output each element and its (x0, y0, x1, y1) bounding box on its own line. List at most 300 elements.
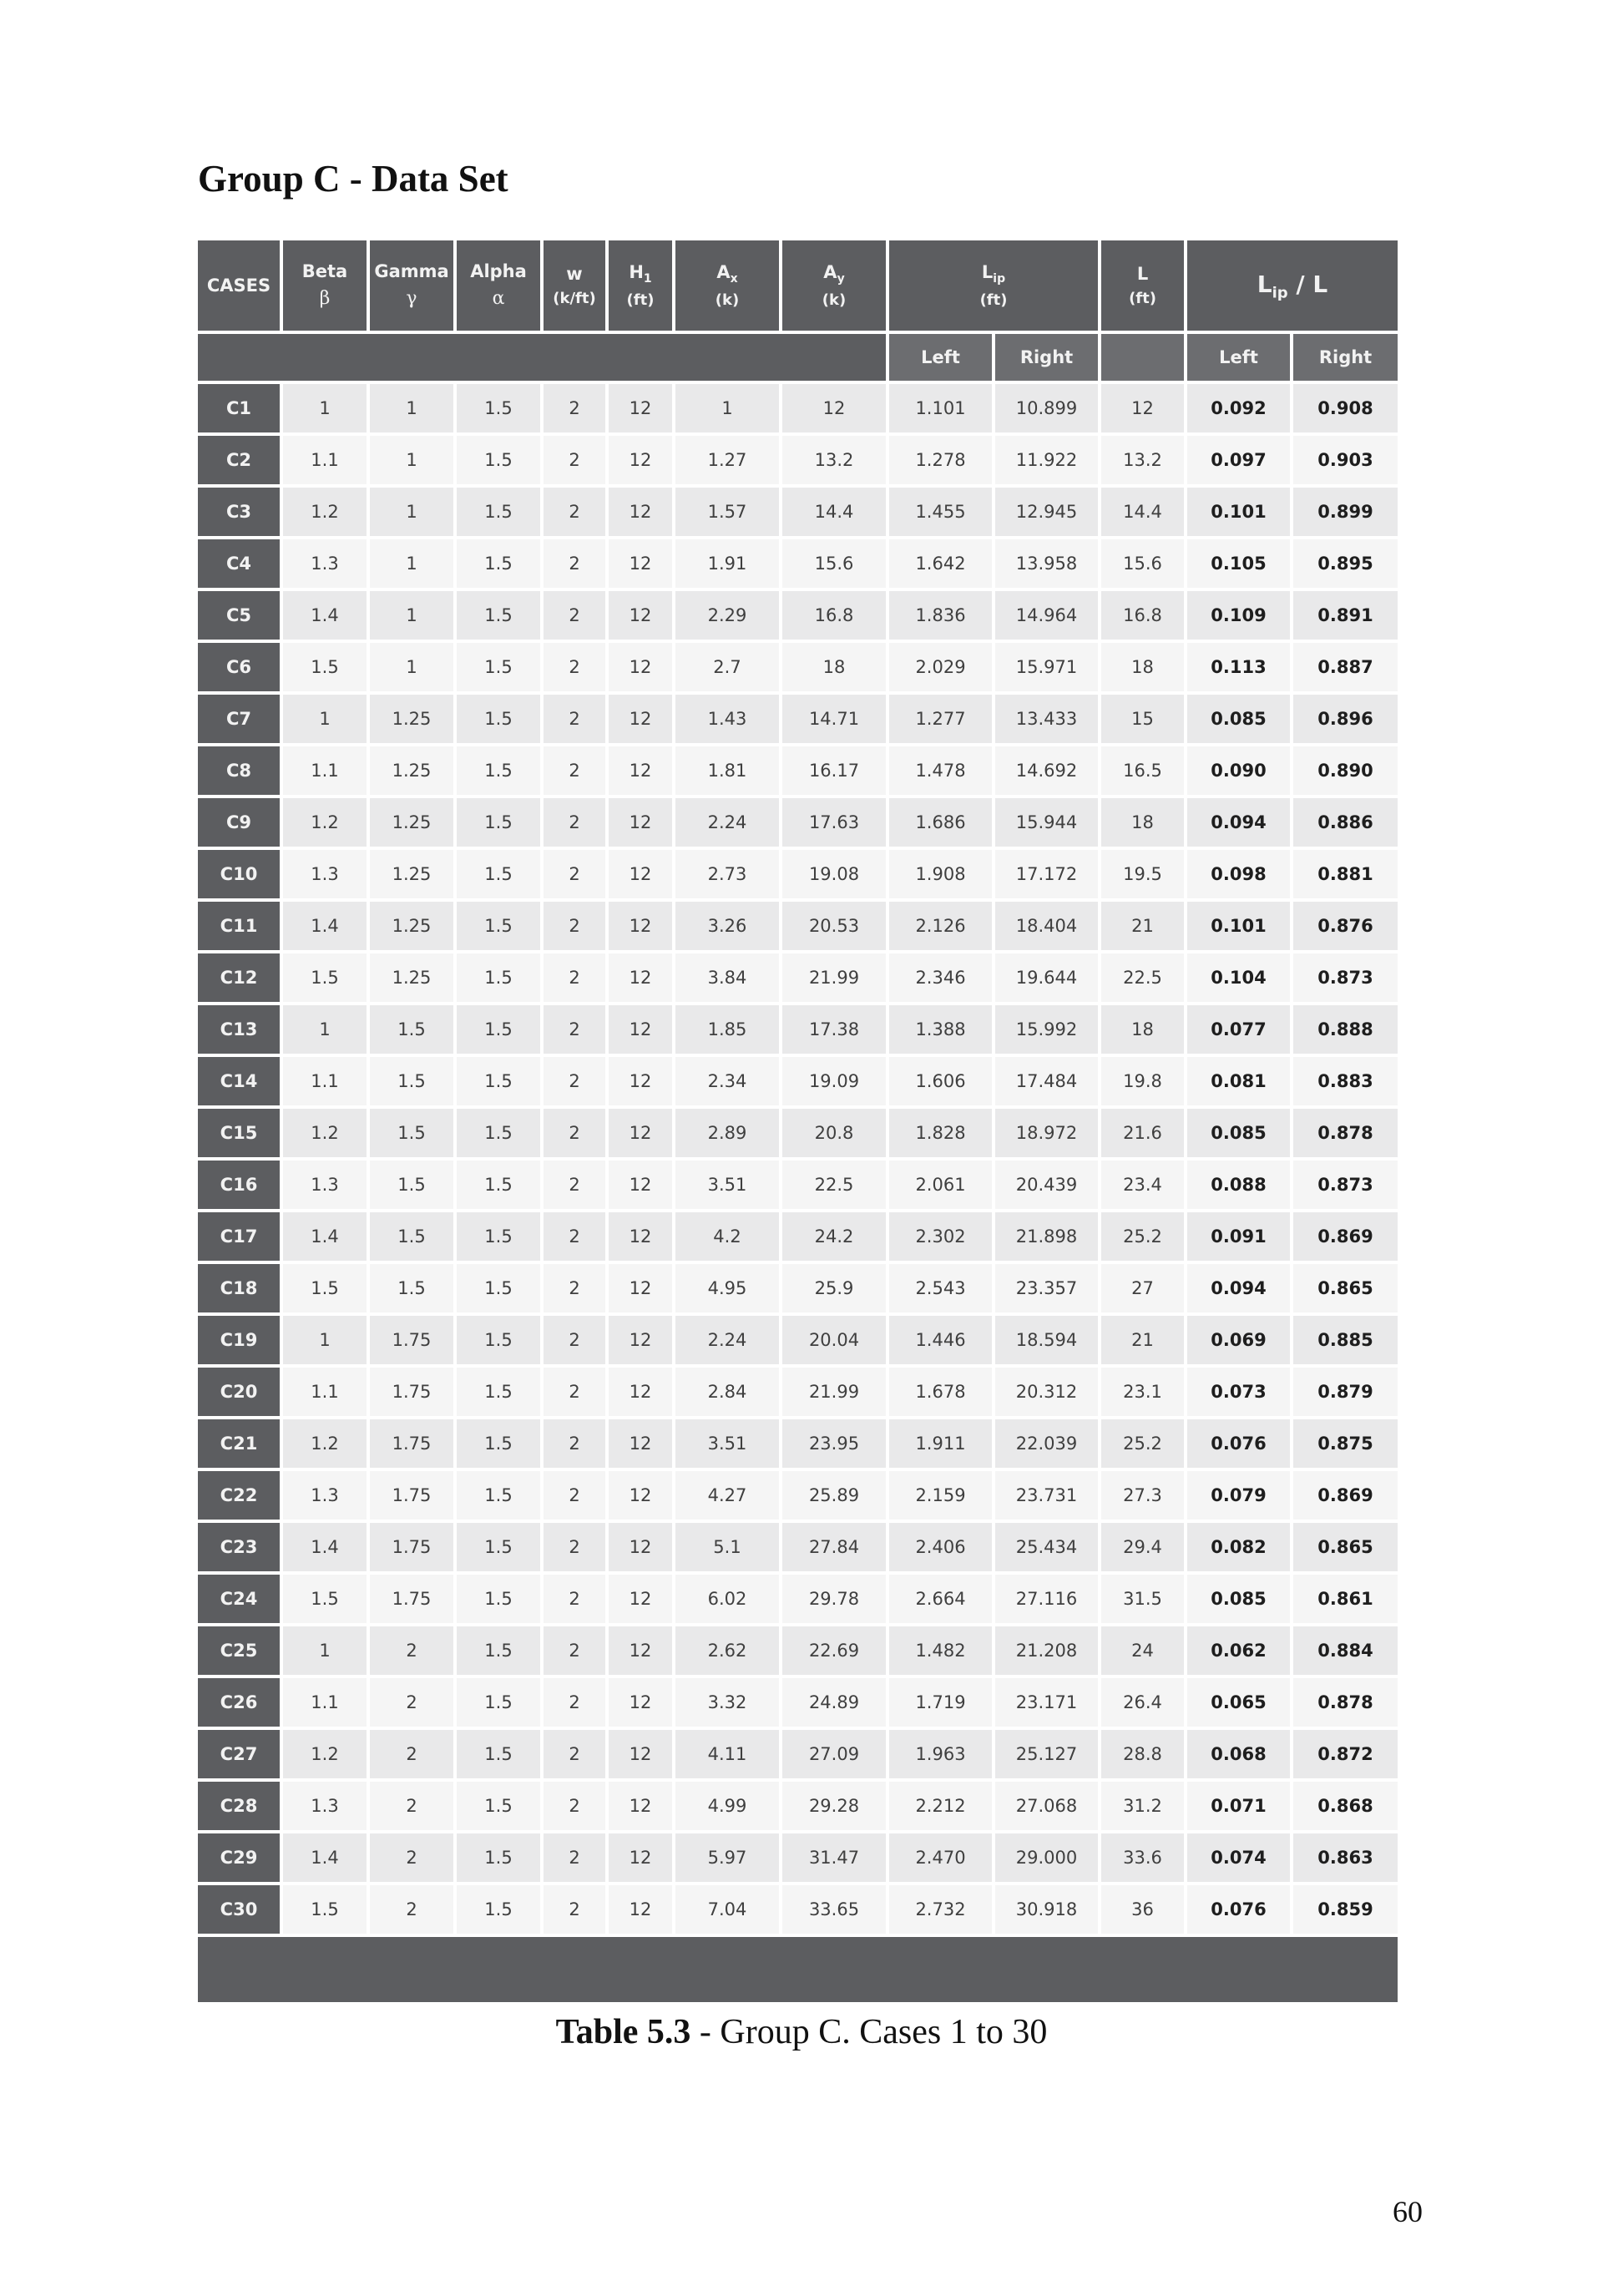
table-cell: 1.5 (283, 1264, 370, 1316)
table-cell: 1.482 (889, 1626, 995, 1678)
table-cell: 16.5 (1101, 746, 1187, 798)
table-cell: 1.5 (457, 953, 544, 1005)
table-cell: 12 (609, 1575, 675, 1626)
table-cell: 1.908 (889, 850, 995, 902)
table-row (198, 1678, 1398, 1730)
table-cell: 1.277 (889, 695, 995, 746)
header-cases: CASES (198, 240, 283, 334)
table-cell: 0.085 (1187, 1109, 1293, 1161)
table-cell: 15.944 (995, 798, 1101, 850)
table-cell: 12 (609, 436, 675, 488)
table-cell: 2 (370, 1885, 457, 1937)
table-cell: 2.34 (675, 1057, 782, 1109)
table-cell: 23.1 (1101, 1368, 1187, 1419)
table-cell: 22.5 (782, 1161, 889, 1212)
table-cell: 0.090 (1187, 746, 1293, 798)
table-cell: 15.992 (995, 1005, 1101, 1057)
table-cell: 1.3 (283, 1782, 370, 1833)
table-cell: 2 (544, 1419, 609, 1471)
gamma-symbol: γ (406, 288, 417, 310)
table-cell: 0.868 (1293, 1782, 1398, 1833)
table-cell: 2 (544, 1730, 609, 1782)
case-label-cell: C5 (198, 591, 283, 643)
table-cell: 1.1 (283, 436, 370, 488)
table-cell: 1.25 (370, 695, 457, 746)
table-cell: 18.972 (995, 1109, 1101, 1161)
table-cell: 1.5 (283, 643, 370, 695)
table-cell: 18.404 (995, 902, 1101, 953)
table-cell: 1.719 (889, 1678, 995, 1730)
table-cell: 2.732 (889, 1885, 995, 1937)
table-cell: 19.8 (1101, 1057, 1187, 1109)
table-cell: 20.53 (782, 902, 889, 953)
table-cell: 12 (1101, 384, 1187, 436)
table-cell: 2.73 (675, 850, 782, 902)
header-h1: $H_1$ (ft) (609, 240, 675, 334)
table-cell: 0.890 (1293, 746, 1398, 798)
table-cell: 17.38 (782, 1005, 889, 1057)
table-cell: 0.085 (1187, 695, 1293, 746)
header-lip: $L_{ip}$ (ft) (889, 240, 1101, 334)
table-cell: 0.876 (1293, 902, 1398, 953)
table-cell: 2 (544, 1005, 609, 1057)
table-cell: 18 (782, 643, 889, 695)
table-cell: 2.29 (675, 591, 782, 643)
case-label-cell: C30 (198, 1885, 283, 1937)
table-cell: 1.5 (457, 1782, 544, 1833)
table-cell: 1.5 (457, 643, 544, 695)
table-cell: 12 (609, 850, 675, 902)
table-cell: 2.029 (889, 643, 995, 695)
table-cell: 12 (609, 384, 675, 436)
table-cell: 1.5 (457, 850, 544, 902)
table-cell: 1 (283, 1626, 370, 1678)
table-cell: 0.081 (1187, 1057, 1293, 1109)
table-cell: 25.434 (995, 1523, 1101, 1575)
table-cell: 12 (609, 1678, 675, 1730)
table-cell: 0.109 (1187, 591, 1293, 643)
case-label-cell: C8 (198, 746, 283, 798)
table-row (198, 1626, 1398, 1678)
table-cell: 2 (544, 436, 609, 488)
table-cell: 0.881 (1293, 850, 1398, 902)
table-row (198, 539, 1398, 591)
table-cell: 1.5 (457, 591, 544, 643)
case-label-cell: C6 (198, 643, 283, 695)
table-cell: 1.388 (889, 1005, 995, 1057)
table-cell: 21.6 (1101, 1109, 1187, 1161)
table-cell: 18.594 (995, 1316, 1101, 1368)
table-cell: 10.899 (995, 384, 1101, 436)
table-cell: 5.97 (675, 1833, 782, 1885)
table-cell: 0.065 (1187, 1678, 1293, 1730)
table-cell: 27.068 (995, 1782, 1101, 1833)
table-cell: 1.27 (675, 436, 782, 488)
table-cell: 12 (609, 1523, 675, 1575)
table-cell: 3.51 (675, 1419, 782, 1471)
table-cell: 27.09 (782, 1730, 889, 1782)
caption-text: - Group C. Cases 1 to 30 (690, 2013, 1048, 2051)
table-cell: 16.8 (782, 591, 889, 643)
table-cell: 1.5 (283, 953, 370, 1005)
table-cell: 33.65 (782, 1885, 889, 1937)
table-cell: 0.079 (1187, 1471, 1293, 1523)
table-cell: 20.04 (782, 1316, 889, 1368)
table-cell: 27.84 (782, 1523, 889, 1575)
table-cell: 0.883 (1293, 1057, 1398, 1109)
header-lip-over-l: $L_{ip}$ / L (1187, 240, 1398, 334)
table-cell: 0.068 (1187, 1730, 1293, 1782)
page-number: 60 (1393, 2195, 1423, 2228)
table-cell: 12 (609, 1057, 675, 1109)
table-cell: 1 (283, 1316, 370, 1368)
table-row (198, 1264, 1398, 1316)
table-cell: 2 (544, 539, 609, 591)
table-cell: 14.71 (782, 695, 889, 746)
table-row (198, 488, 1398, 539)
table-cell: 1.25 (370, 746, 457, 798)
table-row (198, 1161, 1398, 1212)
table-cell: 22.5 (1101, 953, 1187, 1005)
table-cell: 1.75 (370, 1368, 457, 1419)
case-label-cell: C29 (198, 1833, 283, 1885)
case-label-cell: C7 (198, 695, 283, 746)
table-cell: 1.836 (889, 591, 995, 643)
table-cell: 1.5 (457, 1212, 544, 1264)
table-cell: 0.076 (1187, 1419, 1293, 1471)
table-cell: 20.312 (995, 1368, 1101, 1419)
header-beta: Beta β (283, 240, 370, 334)
table-cell: 29.28 (782, 1782, 889, 1833)
table-cell: 20.8 (782, 1109, 889, 1161)
table-body (198, 384, 1398, 1937)
table-cell: 1.5 (283, 1575, 370, 1626)
table-cell: 1.5 (457, 1730, 544, 1782)
table-cell: 12 (609, 1212, 675, 1264)
table-cell: 22.69 (782, 1626, 889, 1678)
table-cell: 13.433 (995, 695, 1101, 746)
table-cell: 12 (609, 643, 675, 695)
table-cell: 1.101 (889, 384, 995, 436)
case-label-cell: C12 (198, 953, 283, 1005)
table-row (198, 1885, 1398, 1937)
table-cell: 0.908 (1293, 384, 1398, 436)
table-cell: 1.5 (370, 1161, 457, 1212)
table-cell: 1.5 (457, 695, 544, 746)
table-cell: 2.406 (889, 1523, 995, 1575)
case-label-cell: C2 (198, 436, 283, 488)
table-cell: 0.899 (1293, 488, 1398, 539)
table-cell: 12 (609, 1471, 675, 1523)
table-cell: 23.731 (995, 1471, 1101, 1523)
table-cell: 2 (544, 798, 609, 850)
table-cell: 19.5 (1101, 850, 1187, 902)
table-cell: 12 (609, 488, 675, 539)
table-cell: 1.3 (283, 850, 370, 902)
table-cell: 1.5 (457, 902, 544, 953)
table-cell: 1.4 (283, 902, 370, 953)
table-cell: 1.606 (889, 1057, 995, 1109)
table-cell: 0.074 (1187, 1833, 1293, 1885)
table-cell: 13.958 (995, 539, 1101, 591)
table-cell: 2 (370, 1626, 457, 1678)
table-row (198, 1057, 1398, 1109)
table-cell: 1.5 (283, 1885, 370, 1937)
table-cell: 12 (609, 1626, 675, 1678)
table-cell: 1.2 (283, 488, 370, 539)
header-gamma: Gamma γ (370, 240, 457, 334)
table-cell: 1 (675, 384, 782, 436)
table-cell: 19.08 (782, 850, 889, 902)
table-cell: 12 (609, 1833, 675, 1885)
table-cell: 12 (609, 695, 675, 746)
table-cell: 1.43 (675, 695, 782, 746)
case-label-cell: C16 (198, 1161, 283, 1212)
table-cell: 33.6 (1101, 1833, 1187, 1885)
table-cell: 0.885 (1293, 1316, 1398, 1368)
table-cell: 1.75 (370, 1575, 457, 1626)
table-cell: 1.5 (370, 1005, 457, 1057)
table-cell: 1.25 (370, 953, 457, 1005)
case-label-cell: C4 (198, 539, 283, 591)
table-cell: 0.872 (1293, 1730, 1398, 1782)
table-cell: 2.7 (675, 643, 782, 695)
table-cell: 29.78 (782, 1575, 889, 1626)
table-row (198, 1782, 1398, 1833)
table-cell: 2.346 (889, 953, 995, 1005)
table-cell: 0.879 (1293, 1368, 1398, 1419)
case-label-cell: C24 (198, 1575, 283, 1626)
table-cell: 1.5 (457, 1419, 544, 1471)
case-label-cell: C1 (198, 384, 283, 436)
table-cell: 1.5 (457, 1678, 544, 1730)
table-cell: 14.692 (995, 746, 1101, 798)
table-row (198, 643, 1398, 695)
table-row (198, 1575, 1398, 1626)
table-cell: 0.863 (1293, 1833, 1398, 1885)
table-cell: 16.8 (1101, 591, 1187, 643)
table-cell: 23.95 (782, 1419, 889, 1471)
table-cell: 1 (370, 436, 457, 488)
table-cell: 1.5 (457, 1471, 544, 1523)
table-cell: 16.17 (782, 746, 889, 798)
table-cell: 2 (544, 1057, 609, 1109)
table-cell: 2 (544, 488, 609, 539)
table-cell: 0.062 (1187, 1626, 1293, 1678)
header-ay: $A_y$ (k) (782, 240, 889, 334)
table-cell: 1.5 (370, 1109, 457, 1161)
case-label-cell: C27 (198, 1730, 283, 1782)
table-cell: 4.11 (675, 1730, 782, 1782)
table-row (198, 1471, 1398, 1523)
table-cell: 6.02 (675, 1575, 782, 1626)
table-cell: 1.5 (457, 488, 544, 539)
table-cell: 1 (370, 643, 457, 695)
table-row (198, 1833, 1398, 1885)
table-cell: 1 (370, 539, 457, 591)
table-cell: 1.1 (283, 1057, 370, 1109)
table-cell: 2 (544, 1626, 609, 1678)
table-cell: 12.945 (995, 488, 1101, 539)
table-cell: 2.061 (889, 1161, 995, 1212)
case-label-cell: C22 (198, 1471, 283, 1523)
table-cell: 12 (609, 591, 675, 643)
table-cell: 29.4 (1101, 1523, 1187, 1575)
table-cell: 1.5 (457, 1005, 544, 1057)
table-row (198, 902, 1398, 953)
table-cell: 19.09 (782, 1057, 889, 1109)
table-cell: 0.873 (1293, 1161, 1398, 1212)
table-cell: 0.113 (1187, 643, 1293, 695)
table-cell: 1.3 (283, 1161, 370, 1212)
table-cell: 0.098 (1187, 850, 1293, 902)
table-cell: 0.088 (1187, 1161, 1293, 1212)
table-row (198, 1419, 1398, 1471)
table-cell: 12 (609, 1316, 675, 1368)
table-cell: 13.2 (1101, 436, 1187, 488)
case-label-cell: C3 (198, 488, 283, 539)
table-cell: 0.869 (1293, 1471, 1398, 1523)
table-cell: 0.869 (1293, 1212, 1398, 1264)
table-cell: 1.5 (370, 1212, 457, 1264)
table-cell: 4.27 (675, 1471, 782, 1523)
table-cell: 3.51 (675, 1161, 782, 1212)
table-cell: 2 (544, 1885, 609, 1937)
table-cell: 28.8 (1101, 1730, 1187, 1782)
table-cell: 0.094 (1187, 1264, 1293, 1316)
table-cell: 12 (609, 798, 675, 850)
table-cell: 12 (609, 1368, 675, 1419)
table-cell: 2 (544, 1316, 609, 1368)
table-cell: 0.865 (1293, 1264, 1398, 1316)
table-cell: 3.84 (675, 953, 782, 1005)
table-cell: 2.212 (889, 1782, 995, 1833)
table-cell: 1 (283, 695, 370, 746)
table-cell: 21 (1101, 1316, 1187, 1368)
table-row (198, 850, 1398, 902)
table-cell: 36 (1101, 1885, 1187, 1937)
table-cell: 1.25 (370, 902, 457, 953)
table-cell: 15 (1101, 695, 1187, 746)
table-cell: 2 (544, 591, 609, 643)
table-cell: 4.99 (675, 1782, 782, 1833)
table-cell: 20.439 (995, 1161, 1101, 1212)
table-cell: 1 (370, 384, 457, 436)
header-l-blank (1101, 334, 1187, 384)
header-w: w (k/ft) (544, 240, 609, 334)
table-row (198, 1316, 1398, 1368)
table-cell: 0.903 (1293, 436, 1398, 488)
table-cell: 1.446 (889, 1316, 995, 1368)
table-cell: 25.9 (782, 1264, 889, 1316)
table-cell: 1.455 (889, 488, 995, 539)
table-cell: 0.097 (1187, 436, 1293, 488)
table-cell: 2 (370, 1833, 457, 1885)
table-cell: 1.5 (457, 1316, 544, 1368)
header-row-2 (198, 334, 1398, 384)
table-cell: 2 (544, 1833, 609, 1885)
table-cell: 0.878 (1293, 1678, 1398, 1730)
table-cell: 12 (609, 1161, 675, 1212)
table-cell: 0.884 (1293, 1626, 1398, 1678)
data-table-container (198, 240, 1398, 2002)
table-cell: 3.32 (675, 1678, 782, 1730)
table-cell: 14.4 (782, 488, 889, 539)
table-cell: 1.2 (283, 1730, 370, 1782)
table-cell: 14.964 (995, 591, 1101, 643)
table-cell: 2 (370, 1678, 457, 1730)
header-ratio-left: Left (1187, 334, 1293, 384)
case-label-cell: C13 (198, 1005, 283, 1057)
table-cell: 1.5 (457, 798, 544, 850)
table-cell: 12 (782, 384, 889, 436)
table-cell: 1.5 (370, 1057, 457, 1109)
case-label-cell: C9 (198, 798, 283, 850)
caption-label: Table 5.3 (555, 2013, 691, 2051)
table-cell: 1.2 (283, 798, 370, 850)
table-cell: 1.75 (370, 1523, 457, 1575)
table-cell: 1.5 (370, 1264, 457, 1316)
case-label-cell: C23 (198, 1523, 283, 1575)
table-cell: 2.664 (889, 1575, 995, 1626)
table-cell: 2 (544, 902, 609, 953)
table-cell: 1.2 (283, 1109, 370, 1161)
table-cell: 0.077 (1187, 1005, 1293, 1057)
table-cell: 2 (370, 1782, 457, 1833)
table-cell: 0.082 (1187, 1523, 1293, 1575)
case-label-cell: C14 (198, 1057, 283, 1109)
table-cell: 0.104 (1187, 953, 1293, 1005)
header-alpha: Alpha α (457, 240, 544, 334)
table-cell: 15.971 (995, 643, 1101, 695)
table-cell: 2 (544, 1368, 609, 1419)
table-cell: 1.81 (675, 746, 782, 798)
table-cell: 19.644 (995, 953, 1101, 1005)
table-cell: 1.4 (283, 1833, 370, 1885)
header-spacer (198, 334, 889, 384)
table-cell: 21.99 (782, 953, 889, 1005)
table-cell: 1.963 (889, 1730, 995, 1782)
table-cell: 12 (609, 1264, 675, 1316)
table-cell: 1.1 (283, 1368, 370, 1419)
table-cell: 2 (544, 1471, 609, 1523)
table-cell: 2 (544, 746, 609, 798)
table-cell: 1.75 (370, 1471, 457, 1523)
table-cell: 0.092 (1187, 384, 1293, 436)
table-cell: 1.278 (889, 436, 995, 488)
table-cell: 25.127 (995, 1730, 1101, 1782)
table-cell: 1.678 (889, 1368, 995, 1419)
table-cell: 2 (544, 1109, 609, 1161)
table-cell: 12 (609, 1730, 675, 1782)
case-label-cell: C25 (198, 1626, 283, 1678)
table-cell: 0.073 (1187, 1368, 1293, 1419)
table-cell: 1.4 (283, 591, 370, 643)
table-cell: 15.6 (1101, 539, 1187, 591)
table-cell: 1.4 (283, 1212, 370, 1264)
table-cell: 2 (544, 1161, 609, 1212)
table-cell: 21 (1101, 902, 1187, 953)
table-cell: 27.3 (1101, 1471, 1187, 1523)
table-cell: 2.543 (889, 1264, 995, 1316)
table-cell: 26.4 (1101, 1678, 1187, 1730)
table-cell: 0.091 (1187, 1212, 1293, 1264)
header-lip-right: Right (995, 334, 1101, 384)
table-cell: 1.5 (457, 1057, 544, 1109)
table-cell: 17.63 (782, 798, 889, 850)
table-caption (0, 2012, 1603, 2052)
table-cell: 1.5 (457, 539, 544, 591)
